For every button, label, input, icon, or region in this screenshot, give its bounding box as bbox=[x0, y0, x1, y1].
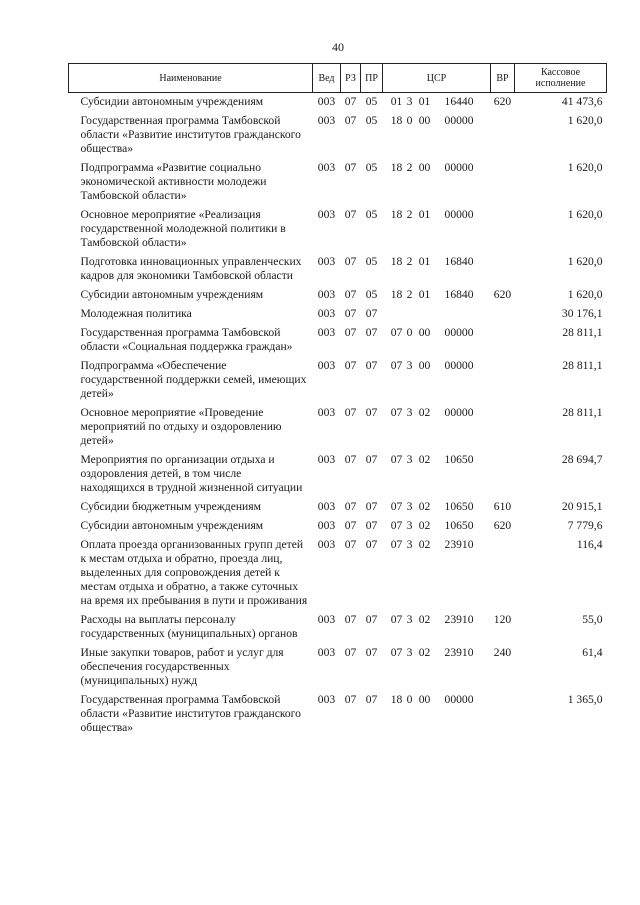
row-rz: 07 bbox=[344, 519, 357, 532]
row-pr: 07 bbox=[365, 307, 378, 320]
row-rz: 07 bbox=[344, 114, 357, 127]
row-vr bbox=[491, 451, 515, 498]
table-row bbox=[69, 357, 607, 404]
row-name: Подпрограмма «Обеспечение государственной поддержки семей, имеющих детей» bbox=[80, 359, 307, 400]
row-name: Государственная программа Тамбовской области «Развитие институтов гражданского общества» bbox=[80, 114, 301, 155]
row-amount: 28 811,1 bbox=[562, 326, 603, 339]
table-body bbox=[69, 93, 607, 739]
row-csr-part: 0 bbox=[406, 326, 413, 339]
row-csr-part: 07 bbox=[390, 519, 403, 532]
row-csr-part: 0 bbox=[406, 693, 413, 706]
row-csr bbox=[383, 644, 491, 691]
header-csr: ЦСР bbox=[383, 64, 491, 93]
row-csr-part: 02 bbox=[418, 646, 431, 659]
row-rz: 07 bbox=[344, 288, 357, 301]
row-name: Субсидии автономным учреждениям bbox=[80, 519, 264, 532]
row-rz: 07 bbox=[344, 538, 357, 551]
row-pr: 05 bbox=[365, 255, 378, 268]
row-csr-part: 00000 bbox=[444, 326, 474, 339]
row-name: Оплата проезда организованных групп детей к местам отдыха и обратно, проезда лиц, выделенных для сопровождения детей к местам отдыха и обратно, а также суточных на время их пребывания в пути и проживания bbox=[80, 538, 308, 607]
row-pr: 07 bbox=[365, 359, 378, 372]
row-csr-part: 00 bbox=[418, 114, 431, 127]
row-ved: 003 bbox=[317, 95, 336, 108]
row-vr: 120 bbox=[493, 613, 512, 626]
row-csr-part: 00 bbox=[418, 161, 431, 174]
row-csr-part: 00000 bbox=[444, 208, 474, 221]
row-vr bbox=[491, 159, 515, 206]
row-ved: 003 bbox=[317, 255, 336, 268]
table-row bbox=[69, 112, 607, 159]
row-vr: 620 bbox=[493, 288, 512, 301]
row-vr bbox=[491, 206, 515, 253]
row-csr-part: 00000 bbox=[444, 161, 474, 174]
row-vr: 620 bbox=[493, 519, 512, 532]
row-csr-part: 3 bbox=[406, 406, 413, 419]
table-header-row bbox=[69, 64, 607, 93]
row-csr-part: 18 bbox=[390, 693, 403, 706]
row-csr-part: 3 bbox=[406, 453, 413, 466]
row-csr-part: 07 bbox=[390, 646, 403, 659]
row-csr bbox=[383, 357, 491, 404]
row-csr-part: 3 bbox=[406, 646, 413, 659]
budget-table bbox=[68, 63, 607, 738]
row-name: Основное мероприятие «Проведение мероприятий по отдыху и оздоровлению детей» bbox=[80, 406, 282, 447]
row-csr-part: 3 bbox=[406, 359, 413, 372]
row-name: Субсидии автономным учреждениям bbox=[80, 95, 264, 108]
row-csr-part: 2 bbox=[406, 161, 413, 174]
row-csr-part: 16840 bbox=[444, 255, 474, 268]
table-row bbox=[69, 93, 607, 113]
row-amount: 1 620,0 bbox=[567, 161, 603, 174]
row-csr bbox=[383, 286, 491, 305]
row-amount: 20 915,1 bbox=[561, 500, 603, 513]
table-row bbox=[69, 404, 607, 451]
table-row bbox=[69, 305, 607, 324]
row-name: Государственная программа Тамбовской области «Развитие институтов гражданского общества» bbox=[80, 693, 301, 734]
row-pr: 05 bbox=[365, 208, 378, 221]
header-vr: ВР bbox=[491, 64, 515, 93]
table-row bbox=[69, 451, 607, 498]
row-rz: 07 bbox=[344, 95, 357, 108]
row-ved: 003 bbox=[317, 307, 336, 320]
row-csr-part: 2 bbox=[406, 208, 413, 221]
row-rz: 07 bbox=[344, 500, 357, 513]
row-amount: 41 473,6 bbox=[561, 95, 603, 108]
row-vr: 620 bbox=[493, 95, 512, 108]
row-rz: 07 bbox=[344, 326, 357, 339]
row-ved: 003 bbox=[317, 500, 336, 513]
row-csr-part: 18 bbox=[390, 208, 403, 221]
row-csr bbox=[383, 159, 491, 206]
row-ved: 003 bbox=[317, 693, 336, 706]
row-csr-part: 02 bbox=[418, 500, 431, 513]
row-vr bbox=[491, 112, 515, 159]
row-csr-part: 00000 bbox=[444, 359, 474, 372]
row-csr-part: 02 bbox=[418, 519, 431, 532]
row-csr-part: 3 bbox=[406, 613, 413, 626]
row-amount: 28 694,7 bbox=[561, 453, 603, 466]
row-vr bbox=[491, 536, 515, 611]
row-csr-part: 16440 bbox=[444, 95, 474, 108]
row-csr-part: 18 bbox=[390, 114, 403, 127]
row-pr: 07 bbox=[365, 613, 378, 626]
row-csr-part: 00000 bbox=[444, 406, 474, 419]
row-csr-part: 01 bbox=[418, 95, 431, 108]
row-ved: 003 bbox=[317, 359, 336, 372]
row-pr: 07 bbox=[365, 453, 378, 466]
row-rz: 07 bbox=[344, 453, 357, 466]
row-csr bbox=[383, 611, 491, 644]
row-csr-part: 0 bbox=[406, 114, 413, 127]
row-csr-part: 3 bbox=[406, 500, 413, 513]
row-csr bbox=[383, 691, 491, 738]
row-rz: 07 bbox=[344, 646, 357, 659]
row-ved: 003 bbox=[317, 646, 336, 659]
row-name: Расходы на выплаты персоналу государственных (муниципальных) органов bbox=[80, 613, 298, 640]
row-csr-part: 02 bbox=[418, 613, 431, 626]
row-rz: 07 bbox=[344, 693, 357, 706]
row-csr-part: 07 bbox=[390, 613, 403, 626]
row-ved: 003 bbox=[317, 538, 336, 551]
row-amount: 1 620,0 bbox=[567, 208, 603, 221]
row-csr-part: 00000 bbox=[444, 114, 474, 127]
row-ved: 003 bbox=[317, 519, 336, 532]
row-pr: 05 bbox=[365, 95, 378, 108]
row-csr-part: 02 bbox=[418, 406, 431, 419]
row-ved: 003 bbox=[317, 613, 336, 626]
header-ved: Вед bbox=[313, 64, 341, 93]
row-csr-part: 18 bbox=[390, 255, 403, 268]
row-ved: 003 bbox=[317, 114, 336, 127]
header-name: Наименование bbox=[69, 64, 313, 93]
row-vr bbox=[491, 253, 515, 286]
row-csr-part: 00 bbox=[418, 359, 431, 372]
row-amount: 55,0 bbox=[582, 613, 603, 626]
row-vr: 610 bbox=[493, 500, 512, 513]
row-csr-part: 01 bbox=[390, 95, 403, 108]
row-csr-part: 07 bbox=[390, 538, 403, 551]
row-csr-part: 2 bbox=[406, 255, 413, 268]
row-pr: 07 bbox=[365, 538, 378, 551]
row-vr bbox=[491, 324, 515, 357]
row-pr: 07 bbox=[365, 693, 378, 706]
row-rz: 07 bbox=[344, 255, 357, 268]
row-ved: 003 bbox=[317, 208, 336, 221]
row-name: Субсидии автономным учреждениям bbox=[80, 288, 264, 301]
table-row bbox=[69, 286, 607, 305]
row-rz: 07 bbox=[344, 307, 357, 320]
row-vr bbox=[491, 305, 515, 324]
row-csr bbox=[383, 451, 491, 498]
row-pr: 07 bbox=[365, 406, 378, 419]
row-csr-part: 10650 bbox=[444, 519, 474, 532]
row-rz: 07 bbox=[344, 406, 357, 419]
row-csr bbox=[383, 206, 491, 253]
table-row bbox=[69, 644, 607, 691]
row-csr-part: 01 bbox=[418, 255, 431, 268]
row-name: Иные закупки товаров, работ и услуг для обеспечения государственных (муниципальных) нужд bbox=[80, 646, 284, 687]
table-row bbox=[69, 536, 607, 611]
row-amount: 1 365,0 bbox=[567, 693, 603, 706]
row-csr-part: 00 bbox=[418, 693, 431, 706]
row-csr-part: 01 bbox=[418, 208, 431, 221]
row-amount: 28 811,1 bbox=[562, 406, 603, 419]
row-amount: 7 779,6 bbox=[567, 519, 603, 532]
row-rz: 07 bbox=[344, 161, 357, 174]
row-rz: 07 bbox=[344, 613, 357, 626]
row-csr bbox=[383, 517, 491, 536]
row-csr-part: 3 bbox=[406, 519, 413, 532]
row-csr-part: 16840 bbox=[444, 288, 474, 301]
row-pr: 05 bbox=[365, 161, 378, 174]
row-name: Молодежная политика bbox=[80, 307, 192, 320]
row-csr-part: 07 bbox=[390, 406, 403, 419]
row-csr-part: 23910 bbox=[444, 646, 474, 659]
row-csr-part: 18 bbox=[390, 161, 403, 174]
row-rz: 07 bbox=[344, 208, 357, 221]
row-name: Мероприятия по организации отдыха и оздоровления детей, в том числе находящихся в трудной жизненной ситуации bbox=[80, 453, 303, 494]
row-csr-part: 01 bbox=[418, 288, 431, 301]
row-csr bbox=[383, 93, 491, 113]
row-csr-part: 2 bbox=[406, 288, 413, 301]
row-pr: 07 bbox=[365, 646, 378, 659]
row-pr: 05 bbox=[365, 288, 378, 301]
row-csr-part: 02 bbox=[418, 538, 431, 551]
row-amount: 1 620,0 bbox=[567, 255, 603, 268]
row-csr-part: 10650 bbox=[444, 453, 474, 466]
table-row bbox=[69, 206, 607, 253]
row-name: Основное мероприятие «Реализация государственной молодежной политики в Тамбовской области» bbox=[80, 208, 286, 249]
row-csr-part: 07 bbox=[390, 453, 403, 466]
row-ved: 003 bbox=[317, 453, 336, 466]
row-ved: 003 bbox=[317, 161, 336, 174]
row-amount: 1 620,0 bbox=[567, 114, 603, 127]
table-row bbox=[69, 611, 607, 644]
table-row bbox=[69, 159, 607, 206]
row-name: Подпрограмма «Развитие социально экономической активности молодежи Тамбовской области» bbox=[80, 161, 267, 202]
row-csr-part: 3 bbox=[406, 95, 413, 108]
row-pr: 07 bbox=[365, 500, 378, 513]
table-row bbox=[69, 324, 607, 357]
row-csr bbox=[383, 536, 491, 611]
row-csr-part: 07 bbox=[390, 359, 403, 372]
row-csr-part: 18 bbox=[390, 288, 403, 301]
row-vr bbox=[491, 691, 515, 738]
table-row bbox=[69, 517, 607, 536]
row-csr-part: 3 bbox=[406, 538, 413, 551]
row-csr-part: 23910 bbox=[444, 613, 474, 626]
page-number: 40 bbox=[332, 40, 344, 54]
row-csr bbox=[383, 404, 491, 451]
row-ved: 003 bbox=[317, 288, 336, 301]
row-csr-part: 00000 bbox=[444, 693, 474, 706]
row-csr bbox=[383, 112, 491, 159]
table-row bbox=[69, 691, 607, 738]
row-csr-part: 07 bbox=[390, 326, 403, 339]
row-csr bbox=[383, 253, 491, 286]
row-csr-part: 23910 bbox=[444, 538, 474, 551]
row-ved: 003 bbox=[317, 326, 336, 339]
row-amount: 28 811,1 bbox=[562, 359, 603, 372]
row-csr-part: 00 bbox=[418, 326, 431, 339]
row-vr bbox=[491, 357, 515, 404]
row-csr bbox=[383, 305, 491, 324]
row-vr: 240 bbox=[493, 646, 512, 659]
header-rz: РЗ bbox=[341, 64, 361, 93]
row-rz: 07 bbox=[344, 359, 357, 372]
row-csr-part: 10650 bbox=[444, 500, 474, 513]
row-name: Подготовка инновационных управленческих кадров для экономики Тамбовской области bbox=[80, 255, 302, 282]
table-row bbox=[69, 253, 607, 286]
row-amount: 61,4 bbox=[582, 646, 603, 659]
row-csr-part: 07 bbox=[390, 500, 403, 513]
header-amount: Кассовое исполнение bbox=[515, 64, 607, 93]
row-csr-part: 02 bbox=[418, 453, 431, 466]
row-name: Субсидии бюджетным учреждениям bbox=[80, 500, 261, 513]
row-pr: 07 bbox=[365, 519, 378, 532]
row-amount: 1 620,0 bbox=[567, 288, 603, 301]
table-row bbox=[69, 498, 607, 517]
row-pr: 07 bbox=[365, 326, 378, 339]
row-csr bbox=[383, 498, 491, 517]
row-amount: 30 176,1 bbox=[561, 307, 603, 320]
row-pr: 05 bbox=[365, 114, 378, 127]
row-vr bbox=[491, 404, 515, 451]
row-amount: 116,4 bbox=[576, 538, 603, 551]
row-csr bbox=[383, 324, 491, 357]
row-name: Государственная программа Тамбовской области «Социальная поддержка граждан» bbox=[80, 326, 293, 353]
row-ved: 003 bbox=[317, 406, 336, 419]
header-pr: ПР bbox=[361, 64, 383, 93]
